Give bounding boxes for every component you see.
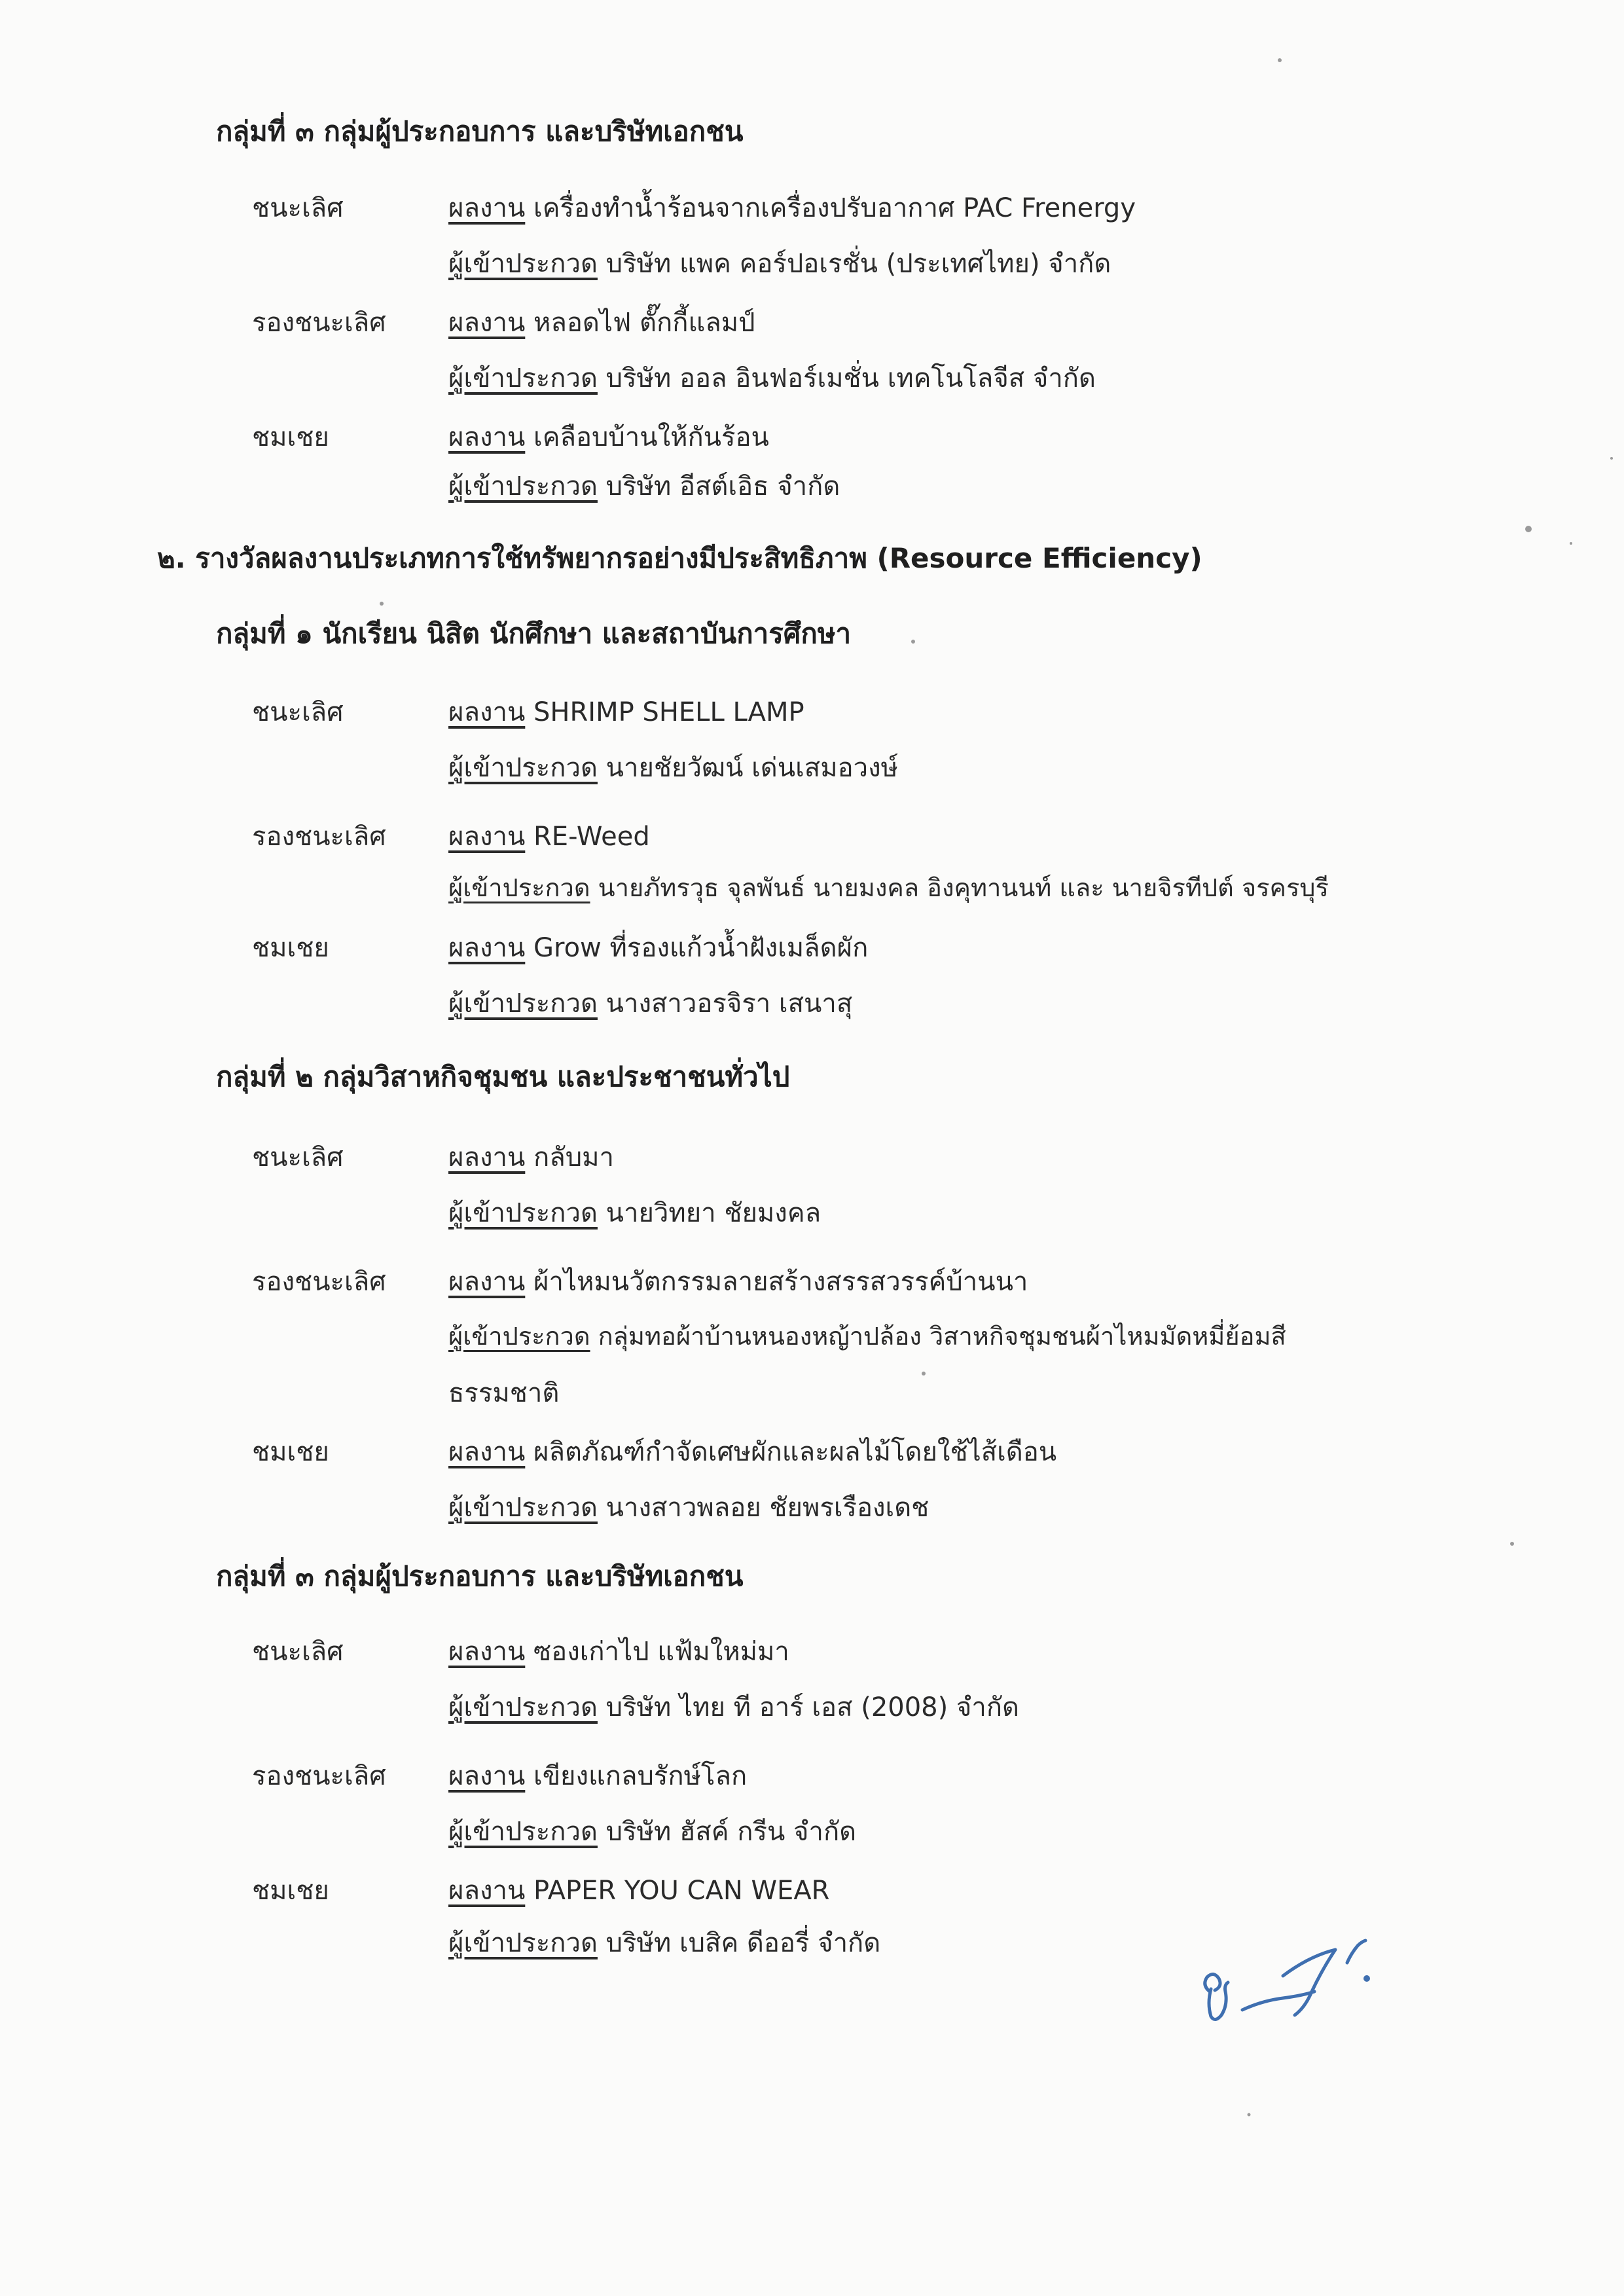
contestant-label: ผู้เข้าประกวด (448, 1692, 598, 1722)
contestant-line (448, 867, 1329, 907)
contestant-name: บริษัท ไทย ที อาร์ เอส (2008) จำกัด (605, 1692, 1020, 1722)
contestant-name: บริษัท เบสิค ดีออรี่ จำกัด (605, 1928, 881, 1958)
work-title: กลับมา (533, 1142, 614, 1173)
work-title: เขียงแกลบรักษ์โลก (533, 1761, 748, 1791)
contestant-name: นายวิทยา ชัยมงคล (605, 1198, 821, 1228)
contestant-line (448, 1486, 929, 1528)
work-line (448, 1755, 747, 1796)
contestant-name: บริษัท ฮัสค์ กรีน จำกัด (605, 1817, 857, 1847)
contestant-name: นางสาวอรจิรา เสนาสุ (605, 989, 853, 1019)
work-label: ผลงาน (448, 1876, 526, 1906)
work-line (448, 416, 769, 458)
work-label: ผลงาน (448, 308, 526, 338)
contestant-label: ผู้เข้าประกวด (448, 1817, 598, 1847)
rank-label: ชนะเลิศ (252, 1142, 344, 1173)
work-label: ผลงาน (448, 1761, 526, 1791)
contestant-line (448, 357, 1096, 399)
contestant-label: ผู้เข้าประกวด (448, 989, 598, 1019)
contestant-label: ผู้เข้าประกวด (448, 873, 590, 902)
work-line (448, 1869, 829, 1911)
work-line (448, 691, 804, 733)
contestant-name: นายภัทรวุธ จุลพันธ์ นายมงคล อิงคุทานนท์ และ นายจิรทีปต์ จรครบุรี (598, 873, 1329, 902)
work-line (448, 1136, 614, 1178)
rank-label: ชมเชย (252, 933, 329, 963)
contestant-label: ผู้เข้าประกวด (448, 1493, 598, 1523)
contestant-label: ผู้เข้าประกวด (448, 249, 598, 279)
work-title: ผลิตภัณฑ์กำจัดเศษผักและผลไม้โดยใช้ไส้เดือน (533, 1437, 1057, 1467)
work-label: ผลงาน (448, 1267, 526, 1297)
rank-label: ชนะเลิศ (252, 697, 344, 727)
contestant-name: บริษัท ออล อินฟอร์เมชั่น เทคโนโลจีส จำกัด (605, 363, 1096, 393)
contestant-line (448, 242, 1111, 284)
contestant-label: ผู้เข้าประกวด (448, 471, 598, 501)
contestant-name: บริษัท แพค คอร์ปอเรชั่น (ประเทศไทย) จำกัด (605, 249, 1111, 279)
work-title: เครื่องทำน้ำร้อนจากเครื่องปรับอากาศ PAC Frenergy (533, 193, 1136, 223)
work-title: SHRIMP SHELL LAMP (533, 697, 804, 727)
contestant-line (448, 1922, 880, 1963)
contestant-line (448, 1192, 821, 1233)
group-heading: กลุ่มที่ ๒ กลุ่มวิสาหกิจชุมชน และประชาชนทั่วไป (216, 1061, 790, 1093)
contestant-label: ผู้เข้าประกวด (448, 1322, 590, 1351)
rank-label: รองชนะเลิศ (252, 1761, 386, 1791)
work-line (448, 301, 755, 343)
rank-label: ชนะเลิศ (252, 1637, 344, 1667)
rank-label: รองชนะเลิศ (252, 1267, 386, 1297)
work-line (448, 926, 868, 968)
work-label: ผลงาน (448, 697, 526, 727)
group-heading: กลุ่มที่ ๓ กลุ่มผู้ประกอบการ และบริษัทเอกชน (216, 115, 744, 147)
handwritten-signature (1191, 1918, 1453, 2049)
contestant-label: ผู้เข้าประกวด (448, 1198, 598, 1228)
work-label: ผลงาน (448, 822, 526, 852)
work-line (448, 1430, 1056, 1472)
section-heading: ๒. รางวัลผลงานประเภทการใช้ทรัพยากรอย่างมีประสิทธิภาพ (Resource Efficiency) (157, 542, 1202, 574)
work-label: ผลงาน (448, 422, 526, 452)
group-heading: กลุ่มที่ ๓ กลุ่มผู้ประกอบการ และบริษัทเอกชน (216, 1560, 744, 1592)
work-title: RE-Weed (533, 822, 650, 852)
group-heading: กลุ่มที่ ๑ นักเรียน นิสิต นักศึกษา และสถาบันการศึกษา (216, 617, 852, 649)
work-label: ผลงาน (448, 1637, 526, 1667)
rank-label: รองชนะเลิศ (252, 822, 386, 852)
contestant-label: ผู้เข้าประกวด (448, 753, 598, 783)
rank-label: ชมเชย (252, 422, 329, 452)
contestant-line (448, 982, 852, 1024)
work-title: หลอดไฟ ตั๊กกี้แลมป์ (533, 308, 755, 338)
contestant-name: นางสาวพลอย ชัยพรเรืองเดช (605, 1493, 929, 1523)
work-line (448, 1260, 1028, 1302)
contestant-line (448, 746, 898, 788)
contestant-line (448, 1686, 1019, 1728)
work-line (448, 187, 1136, 228)
work-line (448, 815, 650, 857)
rank-label: ชมเชย (252, 1876, 329, 1906)
work-title: เคลือบบ้านให้กันร้อน (533, 422, 769, 452)
contestant-name: บริษัท อีสต์เอิธ จำกัด (605, 471, 840, 501)
rank-label: รองชนะเลิศ (252, 308, 386, 338)
rank-label: ชมเชย (252, 1437, 329, 1467)
work-label: ผลงาน (448, 193, 526, 223)
work-label: ผลงาน (448, 1437, 526, 1467)
work-title: ผ้าไหมนวัตกรรมลายสร้างสรรสวรรค์บ้านนา (533, 1267, 1028, 1297)
contestant-label: ผู้เข้าประกวด (448, 1928, 598, 1958)
contestant-line (448, 465, 840, 507)
contestant-name-continued: ธรรมชาติ (448, 1378, 560, 1408)
work-title: Grow ที่รองแก้วน้ำฝังเมล็ดผัก (533, 933, 869, 963)
rank-label: ชนะเลิศ (252, 193, 344, 223)
work-title: ซองเก่าไป แฟ้มใหม่มา (533, 1637, 789, 1667)
contestant-line (448, 1316, 1286, 1356)
work-label: ผลงาน (448, 1142, 526, 1173)
contestant-label: ผู้เข้าประกวด (448, 363, 598, 393)
work-label: ผลงาน (448, 933, 526, 963)
contestant-line (448, 1810, 856, 1852)
contestant-name: นายชัยวัฒน์ เด่นเสมอวงษ์ (605, 753, 898, 783)
work-title: PAPER YOU CAN WEAR (533, 1876, 830, 1906)
contestant-name: กลุ่มทอผ้าบ้านหนองหญ้าปล้อง วิสาหกิจชุมชนผ้าไหมมัดหมี่ย้อมสี (598, 1322, 1286, 1351)
work-line (448, 1630, 789, 1672)
